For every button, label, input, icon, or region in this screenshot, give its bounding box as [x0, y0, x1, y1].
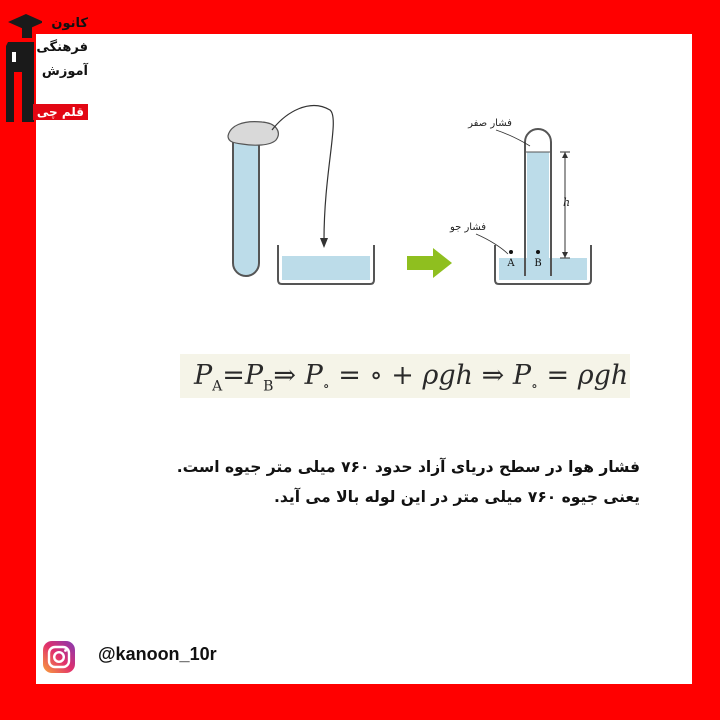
torricelli-diagram — [190, 90, 620, 290]
formula-p: P — [512, 360, 532, 391]
point-a-label: A — [507, 258, 515, 269]
explanation-line-1: فشار هوا در سطح دریای آزاد حدود ۷۶۰ میلی متر جیوه است. — [176, 458, 640, 476]
kanoon-logo — [2, 12, 90, 124]
point-b-label: B — [534, 258, 542, 269]
formula-rhs-2: = ρgh — [546, 360, 629, 391]
formula-sub-0: ∘ — [531, 378, 538, 395]
formula-sub-b: B — [263, 378, 274, 395]
atmospheric-pressure-label: فشار جو — [449, 222, 487, 233]
process-arrow-icon — [407, 248, 452, 278]
formula-rhs-1: = ∘ + ρgh — [338, 360, 474, 391]
pour-arrow-head — [320, 238, 328, 248]
brand-line-1: کانون — [51, 16, 88, 31]
instagram-icon[interactable] — [42, 640, 76, 674]
brand-line-3: آموزش — [41, 64, 88, 79]
pressure-formula — [180, 354, 630, 398]
formula-implies: ⇒ — [273, 360, 297, 391]
height-label: h — [563, 196, 571, 209]
formula-implies: ⇒ — [481, 360, 505, 391]
explanation-line-2: یعنی جیوه ۷۶۰ میلی متر در این لوله بالا می آید. — [274, 488, 640, 506]
brand-line-4: قلم چی — [33, 104, 88, 120]
point-a-dot — [509, 250, 513, 254]
point-b-dot — [536, 250, 540, 254]
instagram-handle[interactable]: @kanoon_10r — [98, 644, 217, 664]
formula-sub-a: A — [212, 378, 223, 395]
formula-p: P — [194, 360, 213, 391]
formula-sub-0: ∘ — [322, 378, 330, 395]
pour-arrow-curve — [272, 106, 333, 240]
formula-equals: = — [222, 360, 245, 391]
zero-pressure-label: فشار صفر — [468, 118, 512, 129]
formula-p: P — [304, 360, 323, 391]
thumb-shape — [228, 122, 278, 146]
formula-p: P — [244, 360, 264, 391]
test-tube-left — [233, 136, 259, 276]
mercury-dish-left — [278, 245, 374, 284]
brand-line-2: فرهنگی — [36, 40, 88, 55]
